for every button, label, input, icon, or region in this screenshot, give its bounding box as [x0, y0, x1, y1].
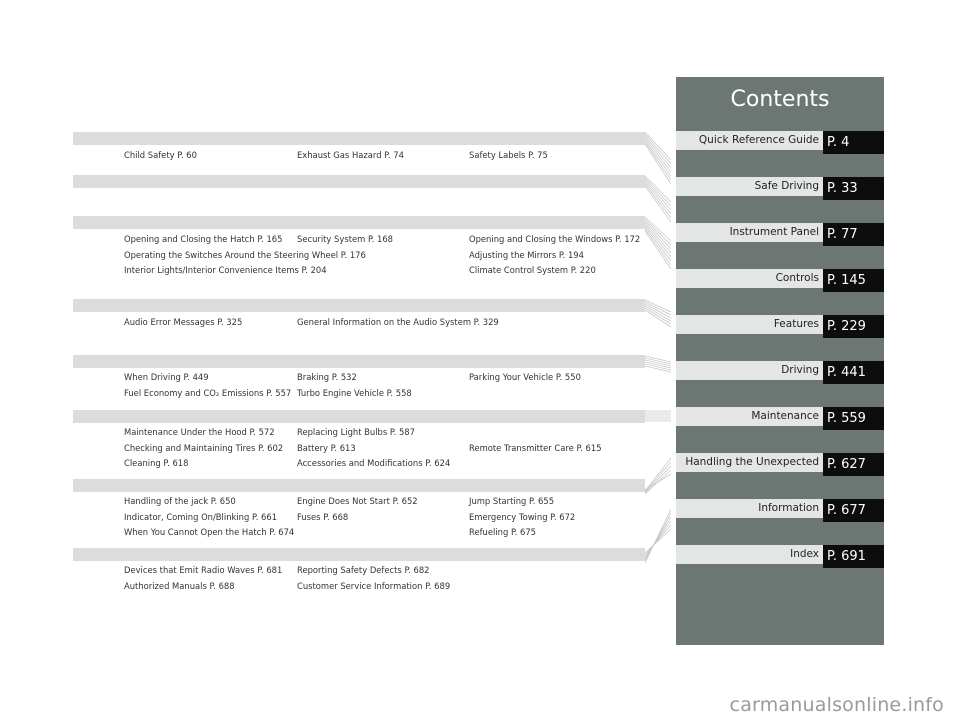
list-item — [124, 263, 644, 279]
link-under-hood[interactable]: Maintenance Under the Hood P. 572 — [124, 427, 275, 437]
tab-page: P. 4 — [823, 131, 884, 154]
link-fuel-economy[interactable]: Fuel Economy and CO₂ Emissions P. 557 — [124, 387, 292, 398]
section-controls — [124, 232, 644, 279]
link-security-system[interactable]: Security System P. 168 — [297, 234, 393, 244]
list-item — [124, 494, 644, 510]
section-features — [124, 315, 644, 331]
tab-label: Information — [676, 499, 823, 518]
link-battery[interactable]: Battery P. 613 — [297, 442, 356, 453]
link-steering-switches[interactable]: Operating the Switches Around the Steering Wheel P. 176 — [124, 249, 366, 260]
tab-label: Features — [676, 315, 823, 334]
link-indicator[interactable]: Indicator, Coming On/Blinking P. 661 — [124, 511, 278, 522]
tab-controls[interactable] — [676, 269, 884, 292]
link-braking[interactable]: Braking P. 532 — [297, 372, 357, 382]
tab-page: P. 229 — [823, 315, 884, 338]
section-information — [124, 563, 644, 594]
tab-driving[interactable] — [676, 361, 884, 384]
link-light-bulbs[interactable]: Replacing Light Bulbs P. 587 — [297, 427, 415, 437]
link-interior-lights[interactable]: Interior Lights/Interior Convenience Items P. 204 — [124, 265, 327, 275]
tab-label: Safe Driving — [676, 177, 823, 196]
tab-page: P. 559 — [823, 407, 884, 430]
link-climate-control[interactable]: Climate Control System P. 220 — [469, 265, 596, 275]
contents-title: Contents — [730, 87, 830, 112]
watermark: carmanualsonline.info — [729, 694, 944, 716]
decorative-stripes — [645, 215, 671, 277]
list-item — [124, 370, 644, 386]
link-cleaning[interactable]: Cleaning P. 618 — [124, 458, 189, 468]
tab-page: P. 677 — [823, 499, 884, 522]
contents-sidebar — [676, 77, 884, 645]
link-emergency-towing[interactable]: Emergency Towing P. 672 — [469, 511, 576, 522]
link-jump-starting[interactable]: Jump Starting P. 655 — [469, 496, 555, 506]
section-band-handling — [73, 479, 645, 492]
tab-page: P. 33 — [823, 177, 884, 200]
list-item — [124, 386, 644, 402]
list-item — [124, 456, 644, 472]
link-windows[interactable]: Opening and Closing the Windows P. 172 — [469, 234, 641, 244]
tab-label: Index — [676, 545, 823, 564]
link-engine-not-start[interactable]: Engine Does Not Start P. 652 — [297, 496, 418, 506]
section-band-maintenance — [73, 410, 645, 423]
link-audio-error[interactable]: Audio Error Messages P. 325 — [124, 317, 243, 327]
list-item — [124, 425, 644, 441]
tab-label: Quick Reference Guide — [676, 131, 823, 150]
link-jack[interactable]: Handling of the jack P. 650 — [124, 496, 236, 506]
tab-label: Driving — [676, 361, 823, 380]
section-band-features — [73, 299, 645, 312]
section-band-controls — [73, 216, 645, 229]
link-fuses[interactable]: Fuses P. 668 — [297, 511, 349, 522]
list-item — [124, 510, 644, 526]
list-item — [124, 579, 644, 595]
list-item — [124, 315, 644, 331]
list-item — [124, 441, 644, 457]
link-safety-defects[interactable]: Reporting Safety Defects P. 682 — [297, 565, 430, 575]
tab-handling-the-unexpected[interactable] — [676, 453, 884, 476]
tab-page: P. 691 — [823, 545, 884, 568]
tab-safe-driving[interactable] — [676, 177, 884, 200]
section-maintenance — [124, 425, 644, 472]
section-band-instrument-panel — [73, 175, 645, 188]
link-radio-waves[interactable]: Devices that Emit Radio Waves P. 681 — [124, 565, 283, 575]
list-item — [124, 148, 644, 164]
decorative-stripes — [645, 354, 671, 376]
link-remote-transmitter[interactable]: Remote Transmitter Care P. 615 — [469, 442, 602, 453]
link-child-safety[interactable]: Child Safety P. 60 — [124, 150, 197, 160]
link-when-driving[interactable]: When Driving P. 449 — [124, 372, 209, 382]
link-turbo-engine[interactable]: Turbo Engine Vehicle P. 558 — [297, 387, 412, 398]
link-exhaust-gas-hazard[interactable]: Exhaust Gas Hazard P. 74 — [297, 150, 404, 160]
decorative-stripes — [645, 505, 671, 565]
link-authorized-manuals[interactable]: Authorized Manuals P. 688 — [124, 580, 235, 591]
list-item — [124, 563, 644, 579]
link-audio-info[interactable]: General Information on the Audio System P. 329 — [297, 317, 499, 327]
link-refueling[interactable]: Refueling P. 675 — [469, 527, 536, 537]
section-band-safe-driving — [73, 132, 645, 145]
tab-instrument-panel[interactable] — [676, 223, 884, 246]
link-safety-labels[interactable]: Safety Labels P. 75 — [469, 150, 548, 160]
link-cannot-open-hatch[interactable]: When You Cannot Open the Hatch P. 674 — [124, 527, 295, 537]
list-item — [124, 525, 644, 541]
link-parking[interactable]: Parking Your Vehicle P. 550 — [469, 372, 581, 382]
decorative-stripes — [645, 409, 671, 425]
link-mirrors[interactable]: Adjusting the Mirrors P. 194 — [469, 249, 584, 260]
tab-page: P. 77 — [823, 223, 884, 246]
section-driving — [124, 370, 644, 401]
tab-quick-reference-guide[interactable] — [676, 131, 884, 154]
tab-page: P. 145 — [823, 269, 884, 292]
tab-index[interactable] — [676, 545, 884, 568]
section-safe-driving — [124, 148, 644, 164]
list-item — [124, 248, 644, 264]
tab-page: P. 627 — [823, 453, 884, 476]
section-band-information — [73, 548, 645, 561]
decorative-stripes — [645, 298, 671, 332]
tab-maintenance[interactable] — [676, 407, 884, 430]
list-item — [124, 232, 644, 248]
link-accessories[interactable]: Accessories and Modifications P. 624 — [297, 458, 451, 468]
tab-label: Instrument Panel — [676, 223, 823, 242]
tab-label: Maintenance — [676, 407, 823, 426]
tab-page: P. 441 — [823, 361, 884, 384]
section-handling — [124, 494, 644, 541]
link-customer-service[interactable]: Customer Service Information P. 689 — [297, 580, 451, 591]
tab-label: Handling the Unexpected — [676, 453, 823, 472]
link-hatch[interactable]: Opening and Closing the Hatch P. 165 — [124, 234, 283, 244]
link-tires[interactable]: Checking and Maintaining Tires P. 602 — [124, 442, 284, 453]
tab-information[interactable] — [676, 499, 884, 522]
tab-label: Controls — [676, 269, 823, 288]
decorative-stripes — [645, 458, 671, 494]
tab-features[interactable] — [676, 315, 884, 338]
section-band-driving — [73, 355, 645, 368]
